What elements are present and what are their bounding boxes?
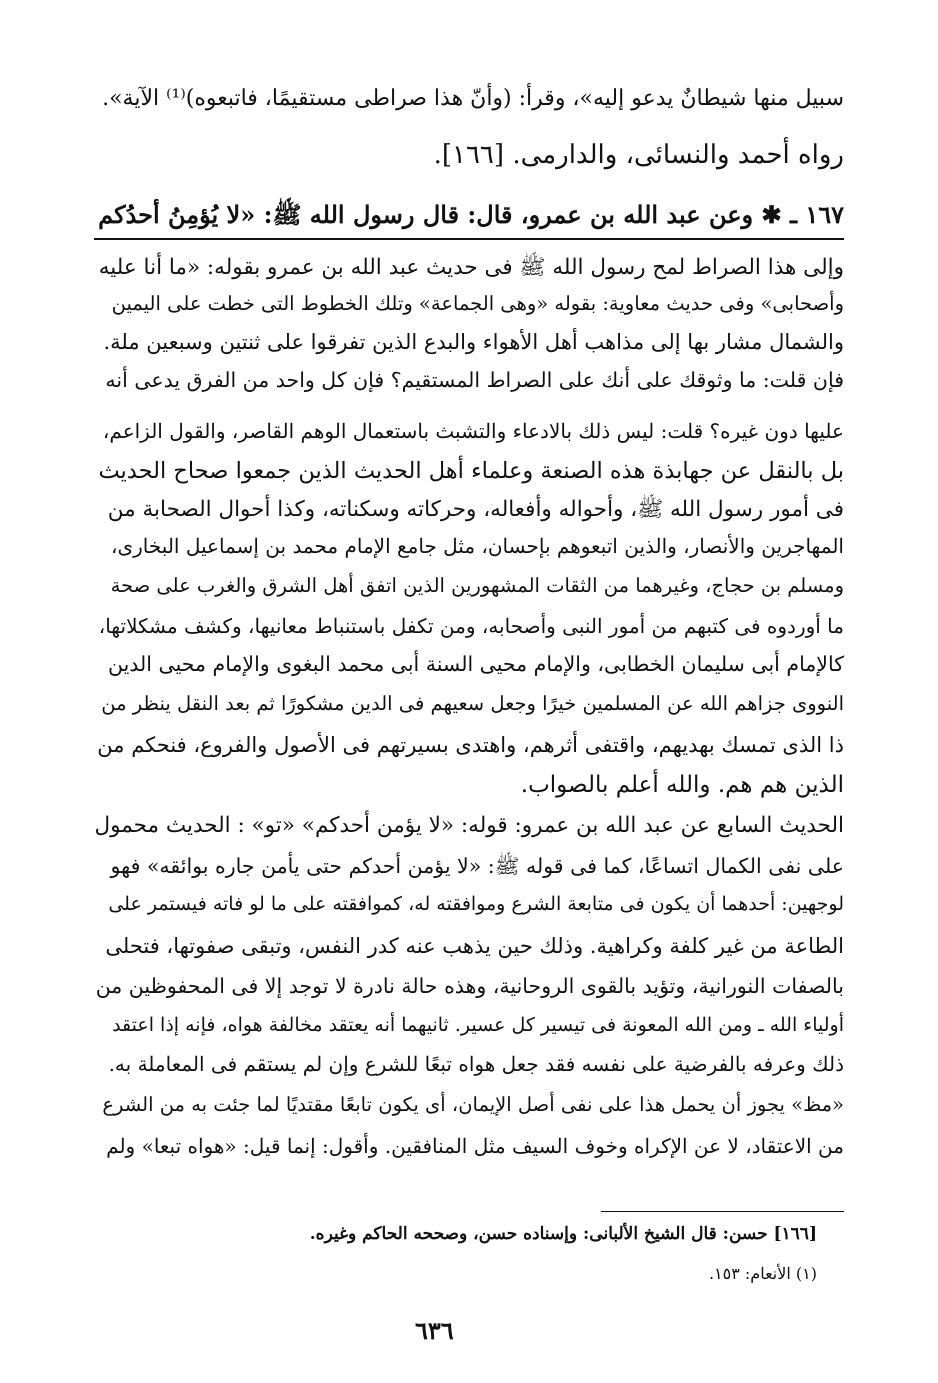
commentary-line: ذا الذى تمسك بهديهم، واقتفى أثرهم، واهتدى بسيرتهم فى الأصول والفروع، فنحكم من — [97, 733, 844, 757]
commentary-line: عليها دون غيره؟ قلت: ليس ذلك بالادعاء والتشبث باستعمال الوهم القاصر، والقول الزاعم، — [102, 419, 844, 443]
commentary-line: النووى جزاهم الله عن المسلمين خيرًا وجعل سعيهم فى الدين مشكورًا ثم بعد النقل ينظر من — [101, 692, 844, 715]
page-number: ٦٣٦ — [415, 1316, 454, 1345]
commentary-line: «مظ» يجوز أن يحمل هذا على نفى أصل الإيمان، أى يكون تابعًا مقتديًا لما جئت به من الشرع — [102, 1093, 844, 1116]
footnote-166: [١٦٦] حسن: قال الشيخ الألبانى: وإسناده حسن، وصححه الحاكم وغيره. — [309, 1224, 817, 1244]
commentary-line: لوجهين: أحدهما أن يكون فى متابعة الشرع وموافقته له، كموافقته على ما لو فاته فيستمر على — [108, 893, 844, 915]
commentary-line: فى أمور رسول الله ﷺ، وأحواله وأفعاله، وحركاته وسكناته، وكذا أحوال الصحابة من — [107, 497, 844, 522]
commentary-line: أولياء الله ـ ومن الله المعونة فى تيسير كل عسير. ثانيهما أنه يعتقد مخالفة هواه، فإنه إذا اعتقد — [112, 1014, 844, 1036]
commentary-line: بل بالنقل عن جهابذة هذه الصنعة وعلماء أهل الحديث الذين جمعوا صحاح الحديث — [98, 458, 844, 484]
heading-divider — [94, 238, 844, 240]
commentary-line: ذلك وعرفه بالفرضية على نفسه فقد جعل هواه تبعًا للشرع وإن لم يستقم فى المعاملة به. — [108, 1052, 844, 1076]
footnote-1: (١) الأنعام: ١٥٣. — [708, 1264, 817, 1283]
hadith-heading: ١٦٧ ـ ✱ وعن عبد الله بن عمرو، قال: قال رسول الله ﷺ: «لا يُؤمِنُ أحدُكم — [98, 200, 844, 229]
commentary-line: والشمال مشار بها إلى مذاهب أهل الأهواء والبدع الذين تفرقوا على ثنتين وسبعين ملة. — [103, 330, 844, 354]
commentary-line: الحديث السابع عن عبد الله بن عمرو: قوله: «لا يؤمن أحدكم» «تو» : الحديث محمول — [94, 813, 844, 838]
commentary-line: الذين هم هم. والله أعلم بالصواب. — [520, 772, 844, 798]
commentary-line: كالإمام أبى سليمان الخطابى، والإمام محيى السنة أبى محمد البغوى والإمام محيى الدين — [107, 652, 844, 676]
commentary-line: ما أوردوه فى كتبهم من أمور النبى وأصحابه، ومن تكفل باستنباط معانيها، وكشف مشكلاتها، — [98, 614, 844, 638]
commentary-line: الطاعة من غير كلفة وكراهية. وذلك حين يذهب عنه كدر النفس، وتبقى صفوتها، فتحلى — [105, 934, 844, 958]
commentary-line: وإلى هذا الصراط لمح رسول الله ﷺ فى حديث عبد الله بن عمرو بقوله: «ما أنا عليه — [98, 255, 844, 280]
commentary-line: على نفى الكمال اتساعًا، كما فى قوله ﷺ: «لا يؤمن أحدكم حتى يأمن جاره بوائقه» فهو — [110, 854, 844, 878]
commentary-line: وأصحابى» وفى حديث معاوية: بقوله «وهى الجماعة» وتلك الخطوط التى خطت على اليمين — [111, 292, 844, 315]
commentary-line: المهاجرين والأنصار، والذين اتبعوهم بإحسان، مثل جامع الإمام محمد بن إسماعيل البخارى، — [111, 534, 844, 558]
intro-line-1: سبيل منها شيطانٌ يدعو إليه»، وقرأ: (وأنّ هذا صراطى مستقيمًا، فاتبعوه)⁽¹⁾ الآية». — [102, 86, 844, 111]
commentary-line: بالصفات النورانية، وتؤيد بالقوى الروحانية، وهذه حالة نادرة لا توجد إلا فى المحفوظين من — [95, 974, 844, 998]
commentary-line: ومسلم بن حجاج، وغيرهما من الثقات المشهورين الذين اتفق أهل الشرق والغرب على صحة — [110, 574, 844, 597]
commentary-line: من الاعتقاد، لا عن الإكراه وخوف السيف مثل المنافقين. وأقول: إنما قيل: «هواه تبعا» ولم — [106, 1134, 844, 1158]
footnote-separator — [601, 1211, 844, 1212]
commentary-line: فإن قلت: ما وثوقك على أنك على الصراط المستقيم؟ فإن كل واحد من الفرق يدعى أنه — [105, 368, 844, 392]
intro-line-2: رواه أحمد والنسائى، والدارمى. [١٦٦]. — [433, 140, 844, 170]
